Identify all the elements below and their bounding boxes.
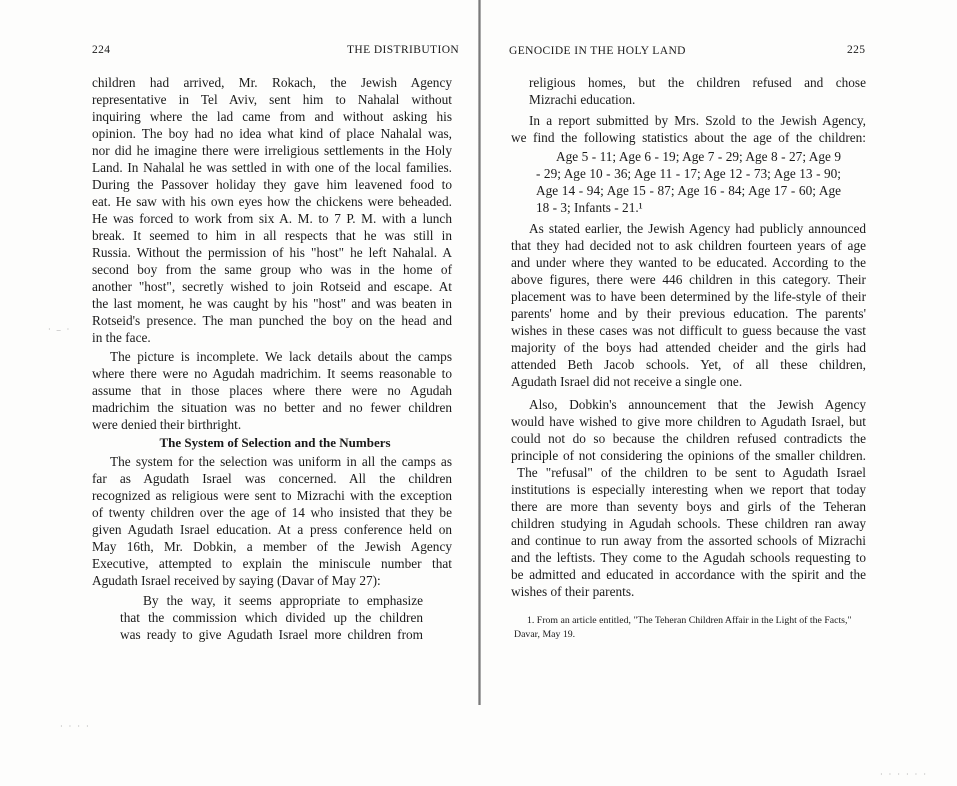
text-line: be admitted and educated in accordance with the spirit and the (511, 567, 866, 582)
text-line: representative in Tel Aviv, sent him to Nahalal without (92, 92, 452, 107)
text-line: May 16th, Mr. Dobkin, a member of the Jewish Agency (92, 539, 452, 554)
text-line: recognized as religious were sent to Mizrachi with the exception (92, 488, 452, 503)
quote-line: was ready to give Agudath Israel more children from (120, 627, 423, 642)
text-line: In a report submitted by Mrs. Szold to the Jewish Agency, (529, 113, 866, 128)
text-line: Agudath Israel did not receive a single one. (511, 374, 743, 389)
text-line: The picture is incomplete. We lack details about the camps (110, 349, 452, 364)
text-line: Rotseid's presence. The man punched the boy on the head and (92, 313, 452, 328)
page-number: 224 (92, 44, 111, 56)
text-line: and the leftists. They come to the Agudah schools requesting to (511, 550, 866, 565)
text-line: children studying in Agudah schools. These children ran away (511, 516, 866, 531)
statistics-line: - 29; Age 10 - 36; Age 11 - 17; Age 12 - 73; Age 13 - 90; (536, 166, 841, 181)
text-line: far as Agudath Israel was concerned. All the children (92, 471, 452, 486)
page-number: 225 (847, 44, 866, 56)
text-line: and continue to run away from the assorted schools of Mizrachi (511, 533, 866, 548)
text-line: opinion. The boy had no idea what kind of place Nahalal was, (92, 126, 452, 141)
text-line: Land. In Nahalal he was settled in with one of the local families. (92, 160, 452, 175)
statistics-line: Age 14 - 94; Age 15 - 87; Age 16 - 84; Age 17 - 60; Age (536, 183, 841, 198)
quote-line: that the commission which divided up the children (120, 610, 423, 625)
running-head: THE DISTRIBUTION (347, 44, 460, 56)
text-line: the last moment, he was caught by his "host" and was beaten in (92, 296, 452, 311)
text-line: that they had decided not to ask children fourteen years of age (511, 238, 866, 253)
text-line: second boy from the same group who was in the home of (92, 262, 452, 277)
text-line: in the face. (92, 330, 151, 345)
text-line: parents' home and by their previous education. The parents' (511, 306, 866, 321)
statistics-line: Age 5 - 11; Age 6 - 19; Age 7 - 29; Age 8 - 27; Age 9 (556, 149, 841, 164)
scan-noise: · · · · · · (880, 770, 928, 779)
quote-line: By the way, it seems appropriate to emphasize (143, 593, 423, 608)
text-line: He was forced to work from six A. M. to 7 P. M. with a lunch (92, 211, 452, 226)
text-line: institutions is especially interesting when we report that today (511, 482, 866, 497)
text-line: attended Beth Jacob schools. Yet, of all these children, (511, 357, 866, 372)
quote-line: religious homes, but the children refused and chose (529, 75, 866, 90)
text-line: The system for the selection was uniform in all the camps as (110, 454, 452, 469)
text-line: madrichim the situation was no better and no fewer children (92, 400, 452, 415)
scan-noise: · ‒ · (48, 325, 72, 334)
text-line: break. It seemed to him in all respects that he was still in (92, 228, 452, 243)
footnote-line: Davar, May 19. (514, 629, 576, 640)
text-line: children had arrived, Mr. Rokach, the Jewish Agency (92, 75, 452, 90)
text-line: majority of the boys had attended cheider and the girls had (511, 340, 866, 355)
text-line: assume that in those places where there were no Agudah (92, 383, 452, 398)
text-line: were denied their birthright. (92, 417, 242, 432)
text-line: wishes of their parents. (511, 584, 635, 599)
text-line: Executive, attempted to explain the miniscule number that (92, 556, 452, 571)
text-line: principle of not considering the opinions of the smaller children. (511, 448, 866, 463)
text-line: of twenty children over the age of 14 who insisted that they be (92, 505, 452, 520)
text-line: eat. He saw with his own eyes how the chickens were beheaded. (92, 194, 452, 209)
text-line: wishes in these cases was not difficult to guess because the vast (511, 323, 866, 338)
text-line: Agudath Israel received by saying (Davar of May 27): (92, 573, 381, 588)
text-line: As stated earlier, the Jewish Agency had publicly announced (529, 221, 866, 236)
quote-line: Mizrachi education. (529, 92, 636, 107)
text-line: and under where they wanted to be educated. According to the (511, 255, 866, 270)
text-line: Also, Dobkin's announcement that the Jewish Agency (529, 397, 866, 412)
running-head: GENOCIDE IN THE HOLY LAND (509, 45, 686, 57)
text-line: would have wished to give more children to Agudath Israel, but (511, 414, 866, 429)
text-line: nor did he imagine there were irreligious settlements in the Holy (92, 143, 452, 158)
text-line: could not do so because the children refused contradicts the (511, 431, 866, 446)
text-line: During the Passover holiday they gave him leavened food to (92, 177, 452, 192)
text-line: we find the following statistics about the age of the children: (511, 130, 866, 145)
text-line: The "refusal" of the children to be sent to Agudath Israel (517, 465, 866, 480)
text-line: placement was to have been determined by the life-style of their (511, 289, 866, 304)
scan-noise: · · · · (60, 722, 91, 731)
text-line: another "host", secretly wished to join Rotseid and escape. At (92, 279, 452, 294)
footnote-line: 1. From an article entitled, "The Teheran Children Affair in the Light of the Facts," (527, 615, 852, 626)
text-line: where there were no Agudah madrichim. It seems reasonable to (92, 366, 452, 381)
text-line: above figures, there were 446 children in this category. Their (511, 272, 866, 287)
text-line: there are more than seventy boys and girls of the Teheran (511, 499, 866, 514)
text-line: inquiring where the lad came from and without asking his (92, 109, 452, 124)
statistics-line: 18 - 3; Infants - 21.¹ (536, 200, 643, 215)
text-line: Russia. Without the permission of his "host" he left Nahalal. A (92, 245, 452, 260)
text-line: given Agudath Israel education. At a press conference held on (92, 522, 452, 537)
book-gutter (478, 0, 481, 705)
section-heading: The System of Selection and the Numbers (159, 435, 391, 450)
